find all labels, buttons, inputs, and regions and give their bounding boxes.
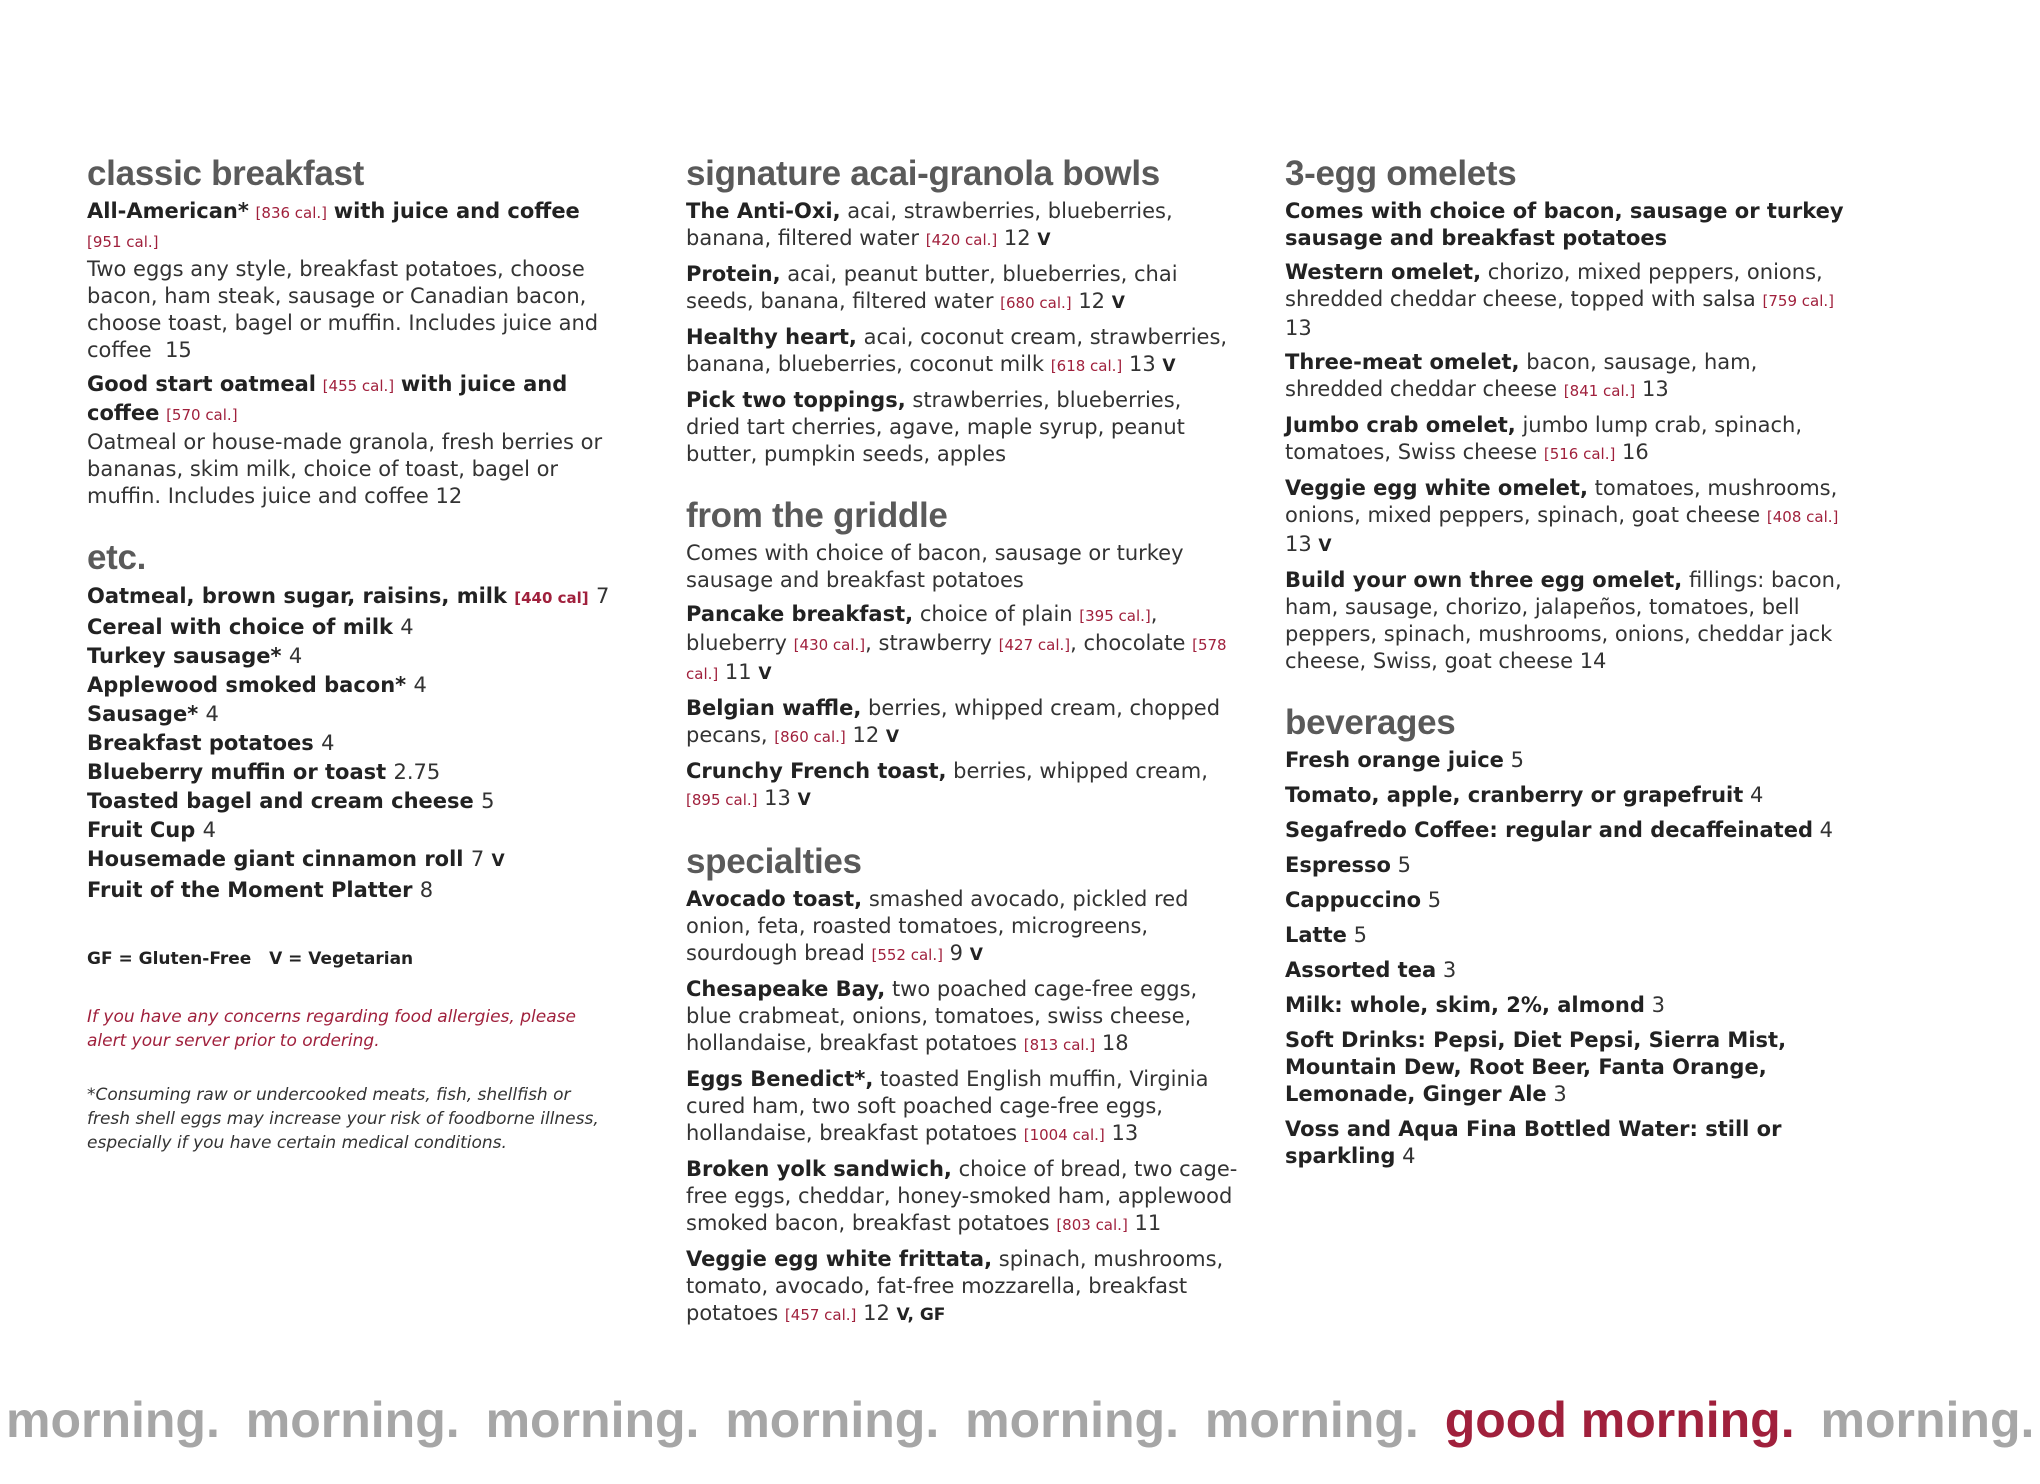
item-name: Milk: whole, skim, 2%, almond — [1285, 993, 1645, 1017]
item-name: Housemade giant cinnamon roll — [87, 847, 464, 871]
item-price: 11 — [724, 660, 752, 684]
item-name: Pancake breakfast, — [686, 602, 914, 626]
item-description: strawberries, blueberries, dried tart cherries, agave, maple syrup, peanut butter, pumpkin seeds, apples — [686, 388, 1185, 466]
item-name-extra: with juice and coffee — [87, 372, 568, 425]
calories: [578 cal.] — [686, 636, 1227, 683]
item-price: 3 — [1442, 958, 1457, 982]
menu-item — [1285, 567, 1860, 675]
item-description: , chocolate — [1070, 631, 1186, 655]
omelets-section — [1285, 154, 1860, 675]
item-price: 13 — [1111, 1121, 1139, 1145]
item-name: Belgian waffle, — [686, 696, 862, 720]
calories: [430 cal.] — [793, 636, 866, 654]
vegetarian-badge: V — [1111, 293, 1125, 313]
menu-item — [1285, 1027, 1860, 1108]
item-price: 11 — [1134, 1211, 1162, 1235]
vegetarian-badge: V — [969, 945, 983, 965]
menu-item — [686, 601, 1241, 688]
item-name: Toasted bagel and cream cheese — [87, 789, 474, 813]
item-price: 4 — [321, 731, 335, 755]
banner-word: morning. — [6, 1392, 220, 1448]
item-description: tomatoes, mushrooms, onions, mixed peppers, spinach, goat cheese — [1285, 476, 1838, 527]
banner-word: morning. — [1204, 1392, 1419, 1448]
item-name: Blueberry muffin or toast — [87, 760, 387, 784]
section-title: signature acai-granola bowls — [686, 154, 1160, 193]
item-price: 12 — [435, 484, 463, 508]
item-price: 12 — [1003, 226, 1031, 250]
banner-word: morning. — [725, 1392, 940, 1448]
item-description: , blueberry — [686, 602, 1158, 655]
menu-item — [1285, 817, 1860, 844]
banner-word: morning. — [485, 1392, 700, 1448]
item-description: toasted English muffin, Virginia cured ham, two soft poached cage-free eggs, hollandaise, breakfast potatoes — [686, 1067, 1209, 1145]
item-name: Soft Drinks: Pepsi, Diet Pepsi, Sierra Mist, Mountain Dew, Root Beer, Fanta Orange, Lemonade, Ginger Ale — [1285, 1028, 1787, 1106]
beverages-section — [1285, 703, 1860, 1170]
item-description: smashed avocado, pickled red onion, feta, roasted tomatoes, microgreens, sourdough bread — [686, 887, 1189, 965]
menu-item — [686, 324, 1241, 380]
calories: [440 cal] — [514, 589, 589, 607]
item-name: Oatmeal, brown sugar, raisins, milk — [87, 584, 507, 608]
item-name: Segafredo Coffee: regular and decaffeinated — [1285, 818, 1813, 842]
vegetarian-badge: V — [1318, 536, 1332, 556]
item-description: acai, strawberries, blueberries, banana, filtered water — [686, 199, 1173, 250]
item-price: 9 — [949, 941, 964, 965]
item-name-extra: with juice and coffee — [333, 199, 580, 223]
item-description: berries, whipped cream, chopped pecans, — [686, 696, 1221, 747]
calories: [455 cal.] — [322, 377, 395, 395]
item-description: berries, whipped cream, — [953, 759, 1208, 783]
item-name: Assorted tea — [1285, 958, 1437, 982]
menu-item — [1285, 1116, 1860, 1170]
vegetarian-badge: V — [885, 727, 900, 747]
calories: [395 cal.] — [1079, 607, 1151, 625]
item-description: jumbo lump crab, spinach, tomatoes, Swiss cheese — [1285, 413, 1803, 464]
item-price: 7 — [595, 584, 610, 608]
calories: [516 cal.] — [1543, 445, 1616, 463]
section-title: specialties — [686, 842, 862, 881]
menu-item — [87, 582, 617, 613]
item-name: Veggie egg white omelet, — [1285, 476, 1588, 500]
menu-item — [1285, 782, 1860, 809]
item-description: two poached cage-free eggs, blue crabmeat, onions, tomatoes, swiss cheese, hollandaise, breakfast potatoes — [686, 977, 1198, 1055]
consumption-warning: *Consuming raw or undercooked meats, fish, shellfish or fresh shell eggs may increase your risk of foodborne illness, especially if you have certain medical conditions. — [87, 1085, 599, 1153]
item-price: 18 — [1101, 1031, 1129, 1055]
column-middle — [686, 154, 1241, 1357]
item-name: Cappuccino — [1285, 888, 1422, 912]
item-name: Western omelet, — [1285, 260, 1482, 284]
calories: [1004 cal.] — [1023, 1126, 1105, 1144]
section-title: etc. — [87, 538, 147, 577]
banner-word: morning. — [245, 1392, 460, 1448]
item-description: spinach, mushrooms, tomato, avocado, fat-free mozzarella, breakfast potatoes — [686, 1247, 1224, 1325]
calories: [552 cal.] — [871, 946, 943, 964]
morning-banner — [0, 1390, 2035, 1450]
menu-item — [686, 886, 1241, 969]
item-description: choice of plain — [919, 602, 1073, 626]
item-price: 4 — [400, 615, 414, 639]
menu-item — [686, 1246, 1241, 1329]
allergy-notice: If you have any concerns regarding food allergies, please alert your server prior to ordering. — [87, 1007, 576, 1051]
menu-item — [87, 642, 617, 671]
vegetarian-badge: V — [797, 790, 811, 810]
item-price: 4 — [1402, 1144, 1416, 1168]
section-intro: Comes with choice of bacon, sausage or turkey sausage and breakfast potatoes — [686, 541, 1184, 592]
calories: [895 cal.] — [686, 791, 758, 809]
menu-item — [686, 976, 1241, 1059]
item-description: Oatmeal or house-made granola, fresh berries or bananas, skim milk, choice of toast, bagel or muffin. Includes juice and coffee — [87, 430, 603, 508]
item-name: Build your own three egg omelet, — [1285, 568, 1683, 592]
item-name: All-American* — [87, 199, 249, 223]
banner-word-accent: good morning. — [1444, 1392, 1795, 1448]
item-price: 5 — [1397, 853, 1411, 877]
calories: [841 cal.] — [1563, 382, 1636, 400]
item-description: fillings: bacon, ham, sausage, chorizo, jalapeños, tomatoes, bell peppers, spinach, mushrooms, onions, cheddar jack cheese, Swiss, goat cheese — [1285, 568, 1842, 673]
menu-item — [1285, 992, 1860, 1019]
menu-item — [87, 816, 617, 845]
section-title: beverages — [1285, 703, 1456, 742]
menu-item — [686, 261, 1241, 317]
section-intro: Comes with choice of bacon, sausage or turkey sausage and breakfast potatoes — [1285, 199, 1844, 250]
item-price: 12 — [852, 723, 880, 747]
menu-item — [1285, 412, 1860, 468]
item-name: Eggs Benedict*, — [686, 1067, 874, 1091]
item-price: 13 — [1285, 316, 1312, 340]
item-price: 13 — [1128, 352, 1156, 376]
menu-item — [87, 876, 617, 905]
item-name: Cereal with choice of milk — [87, 615, 393, 639]
item-name: Fresh orange juice — [1285, 748, 1504, 772]
diet-legend: GF = Gluten-Free V = Vegetarian — [87, 949, 414, 969]
item-name: Tomato, apple, cranberry or grapefruit — [1285, 783, 1744, 807]
menu-item — [1285, 259, 1860, 342]
item-description: bacon, sausage, ham, shredded cheddar cheese — [1285, 350, 1758, 401]
item-name: Latte — [1285, 923, 1347, 947]
item-price: 12 — [1078, 289, 1106, 313]
item-price: 5 — [481, 789, 495, 813]
menu-item — [1285, 957, 1860, 984]
item-name: Sausage* — [87, 702, 199, 726]
calories: [420 cal.] — [925, 231, 998, 249]
classic-breakfast-section — [87, 154, 617, 510]
menu-item — [686, 695, 1241, 751]
menu-item — [686, 1066, 1241, 1149]
calories: [618 cal.] — [1050, 357, 1123, 375]
item-price: 3 — [1651, 993, 1665, 1017]
menu-item — [1285, 887, 1860, 914]
item-price: 8 — [419, 878, 434, 902]
item-price: 4 — [202, 818, 216, 842]
vegetarian-badge: V — [1037, 230, 1051, 250]
item-name: Breakfast potatoes — [87, 731, 314, 755]
column-left — [87, 154, 617, 1183]
item-price: 12 — [863, 1301, 890, 1325]
item-price: 5 — [1427, 888, 1442, 912]
item-name: Fruit Cup — [87, 818, 196, 842]
item-name: Veggie egg white frittata, — [686, 1247, 993, 1271]
item-price: 16 — [1622, 440, 1649, 464]
item-price: 13 — [764, 786, 791, 810]
vegetarian-badge: V — [1162, 356, 1176, 376]
item-name: Three-meat omelet, — [1285, 350, 1520, 374]
item-name: Good start oatmeal — [87, 372, 316, 396]
item-price: 2.75 — [393, 760, 441, 784]
item-price: 15 — [165, 338, 192, 362]
vegetarian-badge: V — [758, 664, 772, 684]
calories: [951 cal.] — [87, 233, 159, 251]
calories: [570 cal.] — [166, 406, 238, 424]
calories: [860 cal.] — [774, 728, 846, 746]
item-price: 4 — [205, 702, 219, 726]
banner-word: morning. — [1820, 1392, 2035, 1448]
item-description: , strawberry — [865, 631, 992, 655]
menu-item — [87, 198, 617, 364]
menu-item — [87, 671, 617, 700]
menu-item — [1285, 922, 1860, 949]
item-name: Broken yolk sandwich, — [686, 1157, 952, 1181]
item-price: 13 — [1641, 377, 1669, 401]
section-title: from the griddle — [686, 496, 948, 535]
vegetarian-badge: V — [491, 851, 505, 871]
menu-item — [87, 613, 617, 642]
etc-section — [87, 538, 617, 1155]
calories: [803 cal.] — [1056, 1216, 1128, 1234]
item-name: Jumbo crab omelet, — [1285, 413, 1516, 437]
calories: [427 cal.] — [998, 636, 1071, 654]
item-price: 3 — [1553, 1082, 1567, 1106]
menu-item — [1285, 349, 1860, 405]
column-right — [1285, 154, 1860, 1198]
item-name: Voss and Aqua Fina Bottled Water: still or sparkling — [1285, 1117, 1782, 1168]
item-name: Espresso — [1285, 853, 1391, 877]
item-name: Crunchy French toast, — [686, 759, 947, 783]
calories: [836 cal.] — [255, 204, 328, 222]
item-price: 4 — [413, 673, 427, 697]
item-name: Avocado toast, — [686, 887, 863, 911]
item-name: Turkey sausage* — [87, 644, 282, 668]
calories: [680 cal.] — [1000, 294, 1072, 312]
vegetarian-badge: V, GF — [896, 1305, 946, 1325]
item-description: acai, coconut cream, strawberries, banana, blueberries, coconut milk — [686, 325, 1228, 376]
item-price: 13 — [1285, 532, 1312, 556]
calories: [813 cal.] — [1023, 1036, 1096, 1054]
section-title: 3-egg omelets — [1285, 154, 1517, 193]
item-name: Applewood smoked bacon* — [87, 673, 407, 697]
calories: [408 cal.] — [1766, 508, 1839, 526]
item-description: choice of bread, two cage-free eggs, cheddar, honey-smoked ham, applewood smoked bacon, breakfast potatoes — [686, 1157, 1238, 1235]
item-name: Pick two toppings, — [686, 388, 906, 412]
item-price: 5 — [1353, 923, 1367, 947]
menu-item — [1285, 475, 1860, 560]
item-name: Healthy heart, — [686, 325, 857, 349]
item-name: Protein, — [686, 262, 781, 286]
menu-item — [1285, 747, 1860, 774]
item-price: 4 — [1819, 818, 1834, 842]
item-description: chorizo, mixed peppers, onions, shredded cheddar cheese, topped with salsa — [1285, 260, 1823, 311]
specialties-section — [686, 842, 1241, 1329]
menu-item — [87, 729, 617, 758]
item-price: 4 — [1749, 783, 1764, 807]
item-name: Chesapeake Bay, — [686, 977, 886, 1001]
menu-item — [686, 1156, 1241, 1239]
item-name: The Anti-Oxi, — [686, 199, 841, 223]
calories: [759 cal.] — [1762, 292, 1834, 310]
menu-item — [686, 198, 1241, 254]
item-price: 14 — [1579, 649, 1607, 673]
menu-item — [686, 758, 1241, 814]
item-price: 5 — [1510, 748, 1524, 772]
item-price: 4 — [288, 644, 303, 668]
acai-section — [686, 154, 1241, 468]
menu-item — [87, 845, 617, 876]
section-title: classic breakfast — [87, 154, 365, 193]
menu-item — [87, 371, 617, 510]
item-price: 7 — [470, 847, 485, 871]
item-description: Two eggs any style, breakfast potatoes, choose bacon, ham steak, sausage or Canadian bacon, choose toast, bagel or muffin. Includes juice and coffee — [87, 257, 599, 362]
griddle-section — [686, 496, 1241, 814]
menu-item — [87, 787, 617, 816]
calories: [457 cal.] — [784, 1306, 857, 1324]
banner-word: morning. — [965, 1392, 1179, 1448]
menu-item — [87, 758, 617, 787]
item-description: acai, peanut butter, blueberries, chai seeds, banana, filtered water — [686, 262, 1178, 313]
menu-item — [1285, 852, 1860, 879]
menu-item — [87, 700, 617, 729]
item-name: Fruit of the Moment Platter — [87, 878, 413, 902]
menu-item — [686, 387, 1241, 468]
